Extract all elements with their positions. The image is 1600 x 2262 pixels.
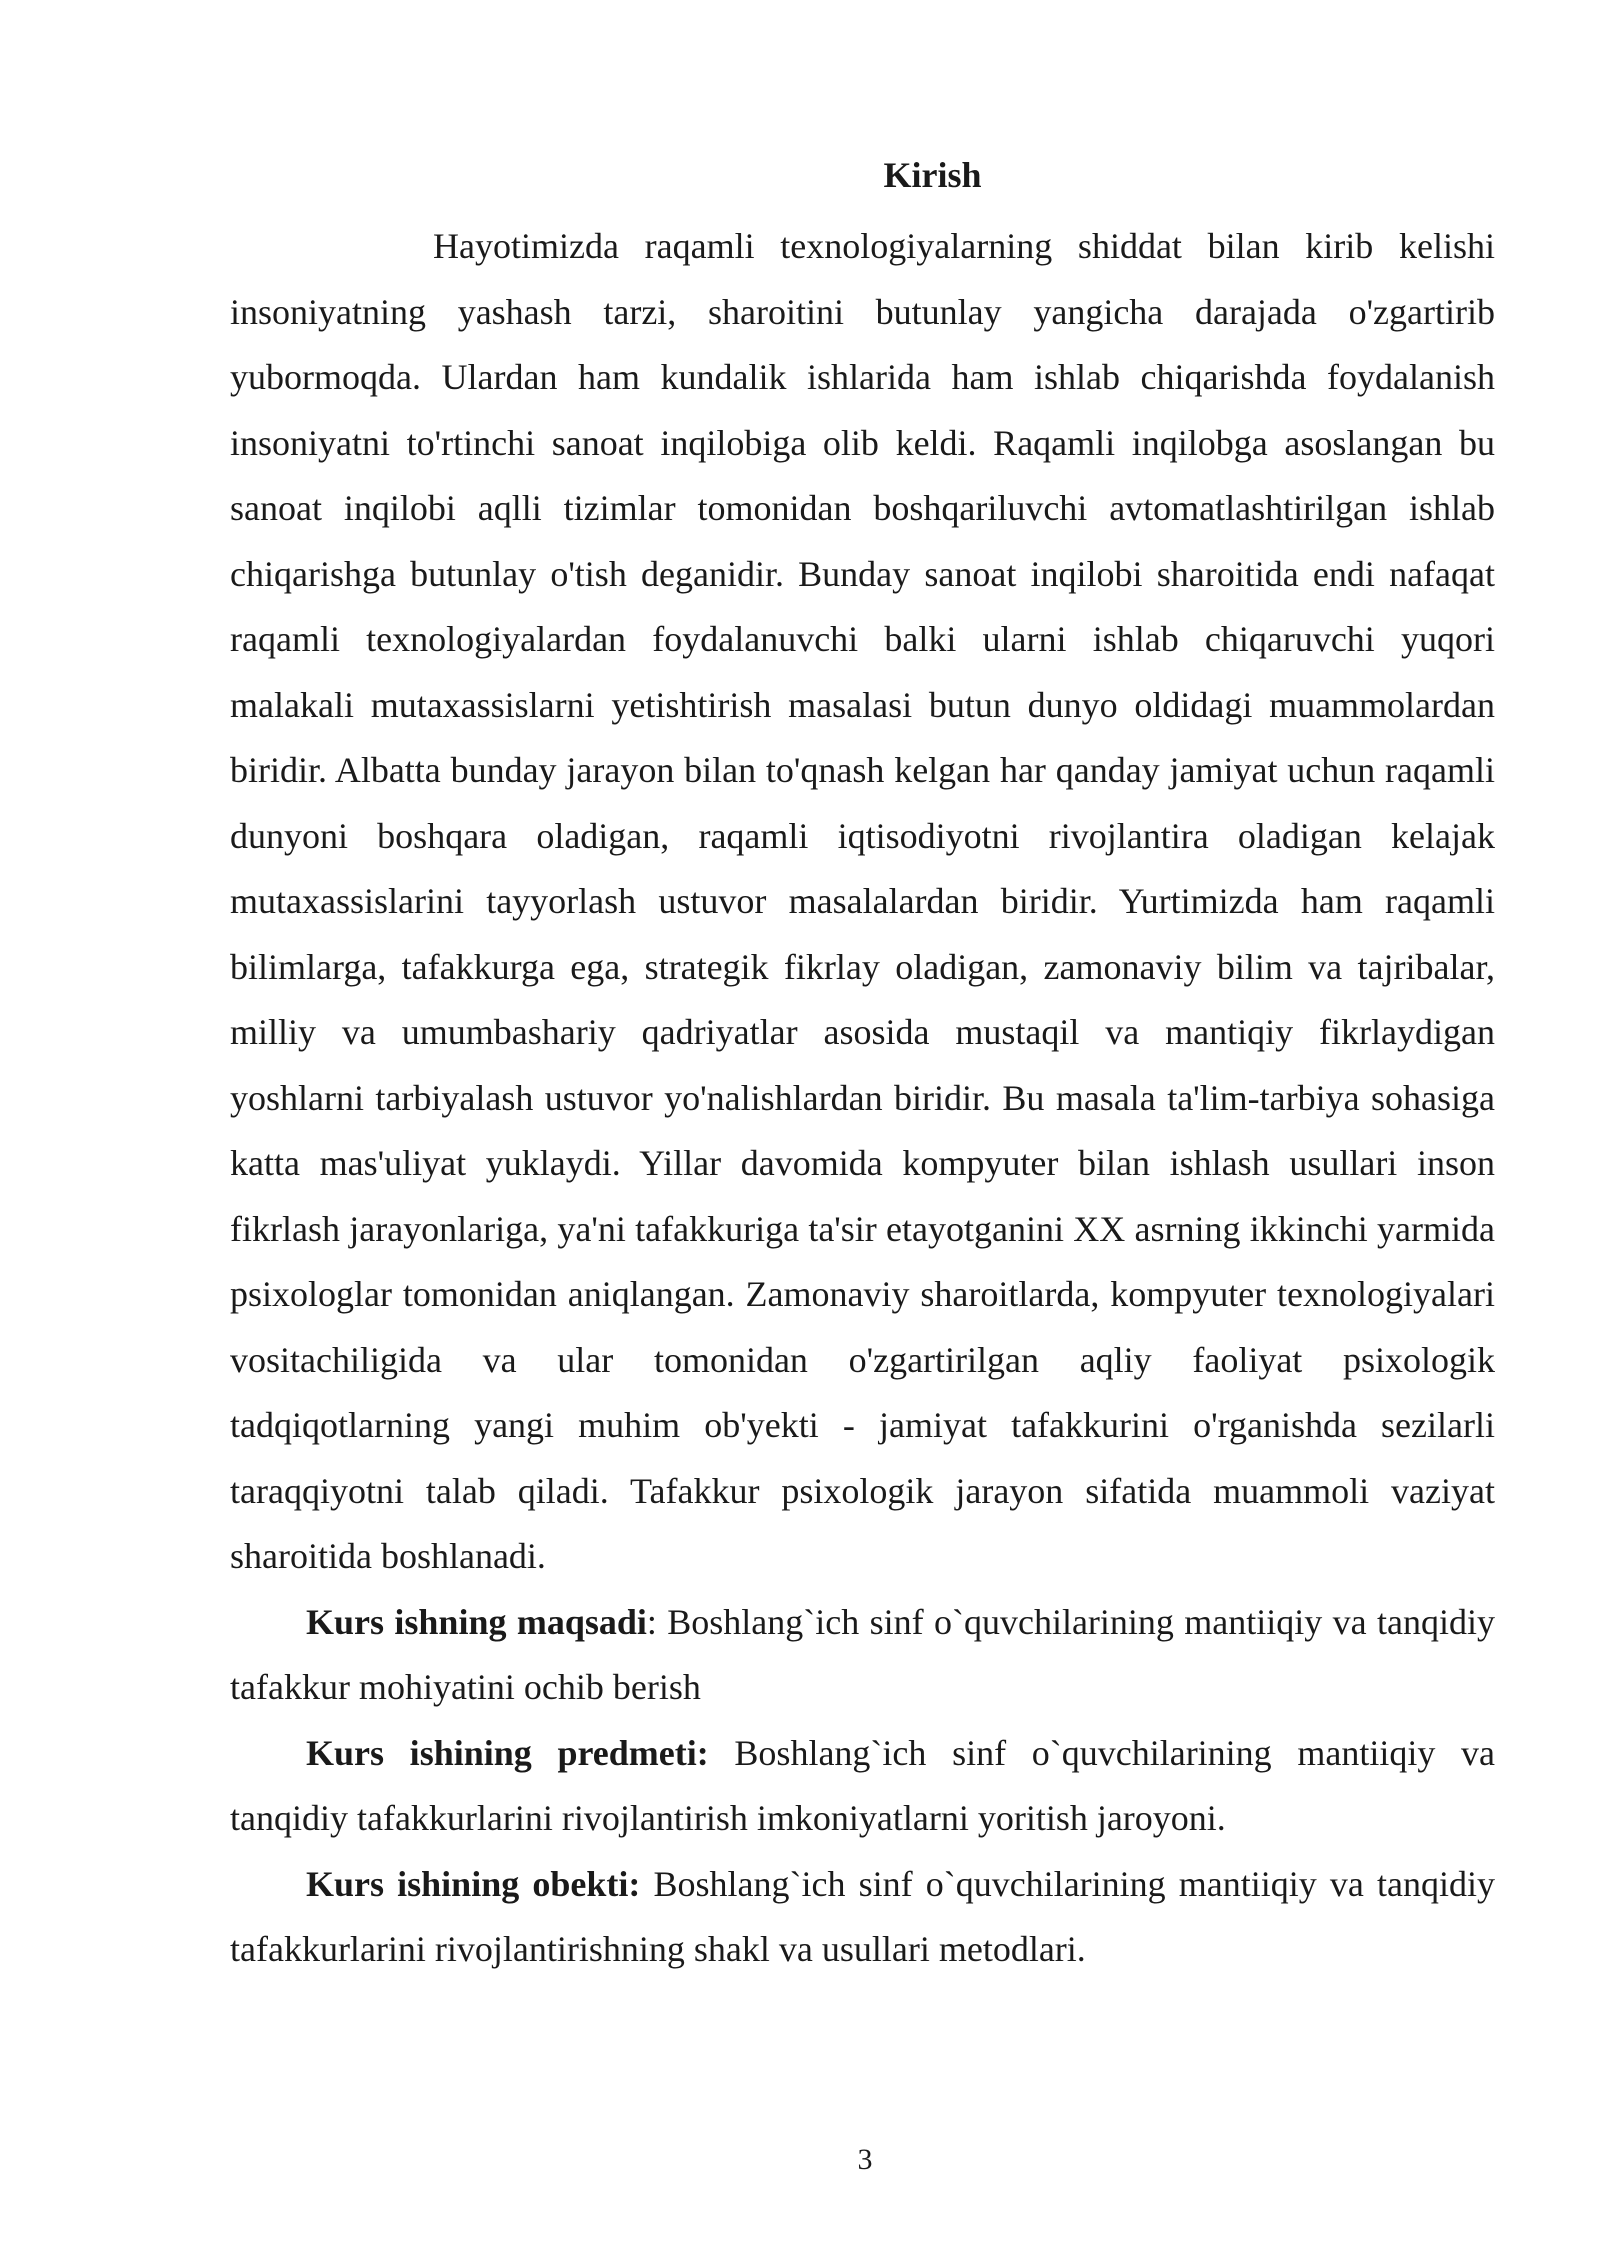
subject-paragraph bbox=[230, 1721, 1495, 1852]
object-paragraph bbox=[230, 1852, 1495, 1983]
intro-paragraph: Hayotimizda raqamli texnologiyalarning shiddat bilan kirib kelishi insoniyatning yashash tarzi, sharoitini butunlay yangicha darajada o'zgartirib yubormoqda. Ulardan ham kundalik ishlarida ham ishlab chiqarishda foydalanish insoniyatni to'rtinchi sanoat inqilobiga olib keldi. Raqamli inqilobga asoslangan bu sanoat inqilobi aqlli tizimlar tomonidan boshqariluvchi avtomatlashtirilgan ishlab chiqarishga butunlay o'tish deganidir. Bunday sanoat inqilobi sharoitida endi nafaqat raqamli texnologiyalardan foydalanuvchi balki ularni ishlab chiqaruvchi yuqori malakali mutaxassislarni yetishtirish masalasi butun dunyo oldidagi muammolardan biridir. Albatta bunday jarayon bilan to'qnash kelgan har qanday jamiyat uchun raqamli dunyoni boshqara oladigan, raqamli iqtisodiyotni rivojlantira oladigan kelajak mutaxassislarini tayyorlash ustuvor masalalardan biridir. Yurtimizda ham raqamli bilimlarga, tafakkurga ega, strategik fikrlay oladigan, zamonaviy bilim va tajribalar, milliy va umumbashariy qadriyatlar asosida mustaqil va mantiqiy fikrlaydigan yoshlarni tarbiyalash ustuvor yo'nalishlardan biridir. Bu masala ta'lim-tarbiya sohasiga katta mas'uliyat yuklaydi. Yillar davomida kompyuter bilan ishlash usullari inson fikrlash jarayonlariga, ya'ni tafakkuriga ta'sir etayotganini XX asrning ikkinchi yarmida psixologlar tomonidan aniqlangan. Zamonaviy sharoitlarda, kompyuter texnologiyalari vositachiligida va ular tomonidan o'zgartirilgan aqliy faoliyat psixologik tadqiqotlarning yangi muhim ob'yekti - jamiyat tafakkurini o'rganishda sezilarli taraqqiyotni talab qiladi. Tafakkur psixologik jarayon sifatida muammoli vaziyat sharoitida boshlanadi. bbox=[230, 226, 1495, 1576]
goal-label: Kurs ishning maqsadi bbox=[306, 1601, 647, 1642]
document-page bbox=[230, 148, 1495, 1983]
object-label: Kurs ishining obekti: bbox=[306, 1863, 641, 1904]
subject-label: Kurs ishining predmeti: bbox=[306, 1732, 709, 1773]
page-number: 3 bbox=[857, 2143, 873, 2176]
subject-text: Boshlang`ich sinf o`quvchilarining mantiiqiy va tanqidiy tafakkurlarini rivojlantirish imkoniyatlarni yoritish jaroyoni. bbox=[230, 1732, 1495, 1838]
goal-colon: : bbox=[646, 1601, 657, 1642]
goal-paragraph bbox=[230, 1590, 1495, 1721]
page-title: Kirish bbox=[883, 155, 982, 195]
object-text: Boshlang`ich sinf o`quvchilarining mantiiqiy va tanqidiy tafakkurlarini rivojlantirishning shakl va usullari metodlari. bbox=[230, 1863, 1495, 1969]
goal-text: Boshlang`ich sinf o`quvchilarining mantiiqiy va tanqidiy tafakkur mohiyatini ochib berish bbox=[230, 1601, 1495, 1707]
